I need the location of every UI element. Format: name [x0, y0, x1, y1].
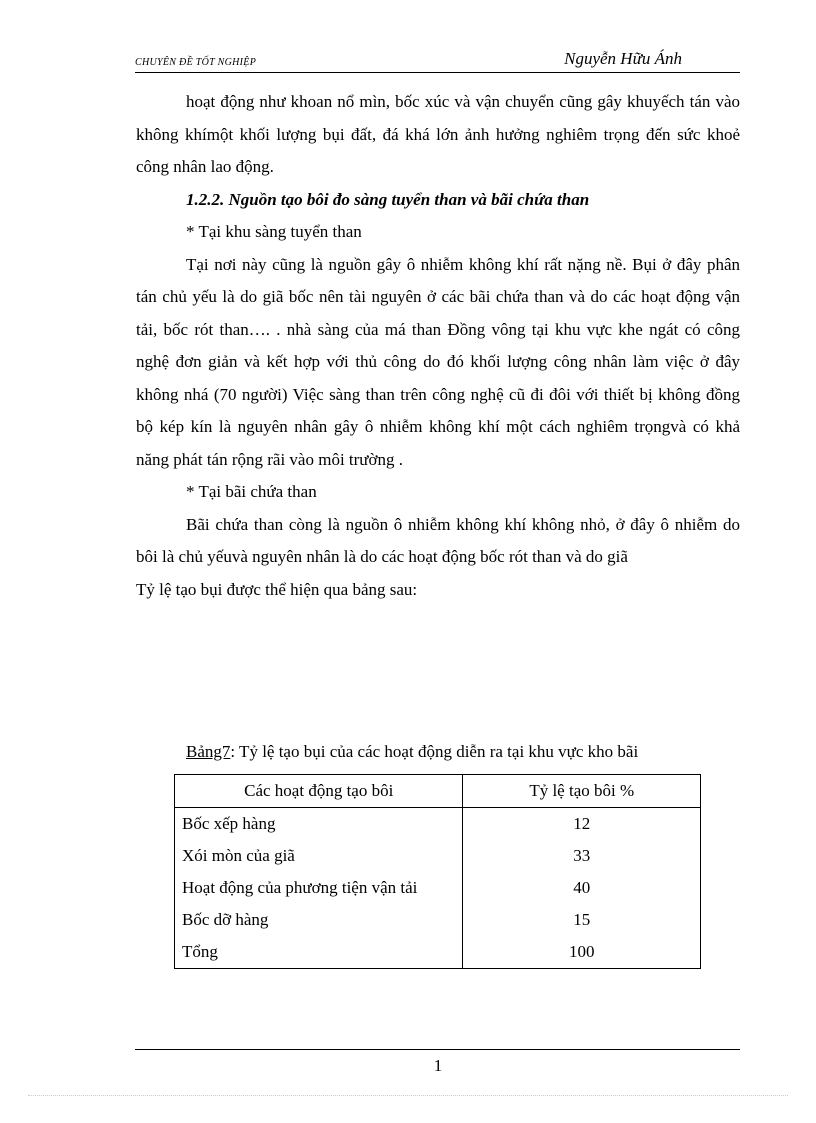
dust-rate-table: [174, 774, 701, 969]
table-caption-text: : Tỷ lệ tạo bụi của các hoạt động diễn ra tại khu vực kho bãi: [230, 742, 639, 761]
paragraph-3: Bãi chứa than còng là nguồn ô nhiễm không khí không nhỏ, ở đây ô nhiễm do bôi là chủ yếuvà nguyên nhân là do các hoạt động bốc rót than và do giã: [136, 514, 740, 566]
rate-cell: 33: [463, 840, 701, 872]
rate-cell: 15: [463, 904, 701, 936]
paragraph-4: Tỷ lệ tạo bụi được thể hiện qua bảng sau:: [136, 579, 418, 599]
table-row: [175, 808, 701, 841]
table-header-row: [175, 775, 701, 808]
paragraph-1: hoạt động như khoan nổ mìn, bốc xúc và vận chuyển cũng gây khuyếch tán vào không khímột khối lượng bụi đất, đá khá lớn ảnh hưởng nghiêm trọng đến sức khoẻ công nhân lao động.: [136, 92, 740, 176]
page-header: [135, 50, 740, 73]
activity-cell: Tổng: [175, 936, 463, 969]
header-author: Nguyễn Hữu Ánh: [564, 49, 682, 68]
table-caption: [186, 742, 638, 762]
header-activity: Các hoạt động tạo bôi: [175, 775, 463, 808]
activity-cell: Bốc xếp hàng: [175, 808, 463, 841]
table-row: [175, 872, 701, 904]
table-total-row: [175, 936, 701, 969]
body-text: [136, 86, 740, 606]
page-number: 1: [433, 1056, 443, 1075]
activity-cell: Xói mòn của giã: [175, 840, 463, 872]
table-caption-label: Bảng7: [186, 742, 231, 761]
page-bottom-dotted-border: [28, 1095, 788, 1096]
header-title: CHUYÊN ĐỀ TỐT NGHIỆP: [135, 57, 257, 68]
footer-divider: [135, 1049, 740, 1050]
header-rate: Tỷ lệ tạo bôi %: [463, 775, 701, 808]
activity-cell: Bốc dỡ hàng: [175, 904, 463, 936]
bullet-screening-area: * Tại khu sàng tuyển than: [186, 222, 362, 241]
table-row: [175, 904, 701, 936]
rate-cell: 12: [463, 808, 701, 841]
paragraph-2: Tại nơi này cũng là nguồn gây ô nhiễm không khí rất nặng nề. Bụi ở đây phân tán chủ yếu là do giã bốc nên tài nguyên ở các bãi chứa than và do các hoạt động vận tải, bốc rót than…. . nhà sàng của má than Đồng vông tại khu vực khe ngát có công nghệ đơn giản và kết hợp với thủ công do đó khối lượng công nhân làm việc ở đây không nhá (70 người) Việc sàng than trên công nghệ cũ đi đôi với thiết bị không đồng bộ kép kín là nguyên nhân gây ô nhiễm không khí một cách nghiêm trọngvà có khả năng phát tán rộng rãi vào môi trường .: [136, 254, 740, 469]
activity-cell: Hoạt động của phương tiện vận tải: [175, 872, 463, 904]
table-row: [175, 840, 701, 872]
rate-cell: 40: [463, 872, 701, 904]
bullet-storage-yard: * Tại bãi chứa than: [186, 482, 317, 501]
rate-cell: 100: [463, 936, 701, 969]
section-heading: 1.2.2. Nguồn tạo bôi đo sàng tuyển than và bãi chứa than: [186, 189, 590, 209]
